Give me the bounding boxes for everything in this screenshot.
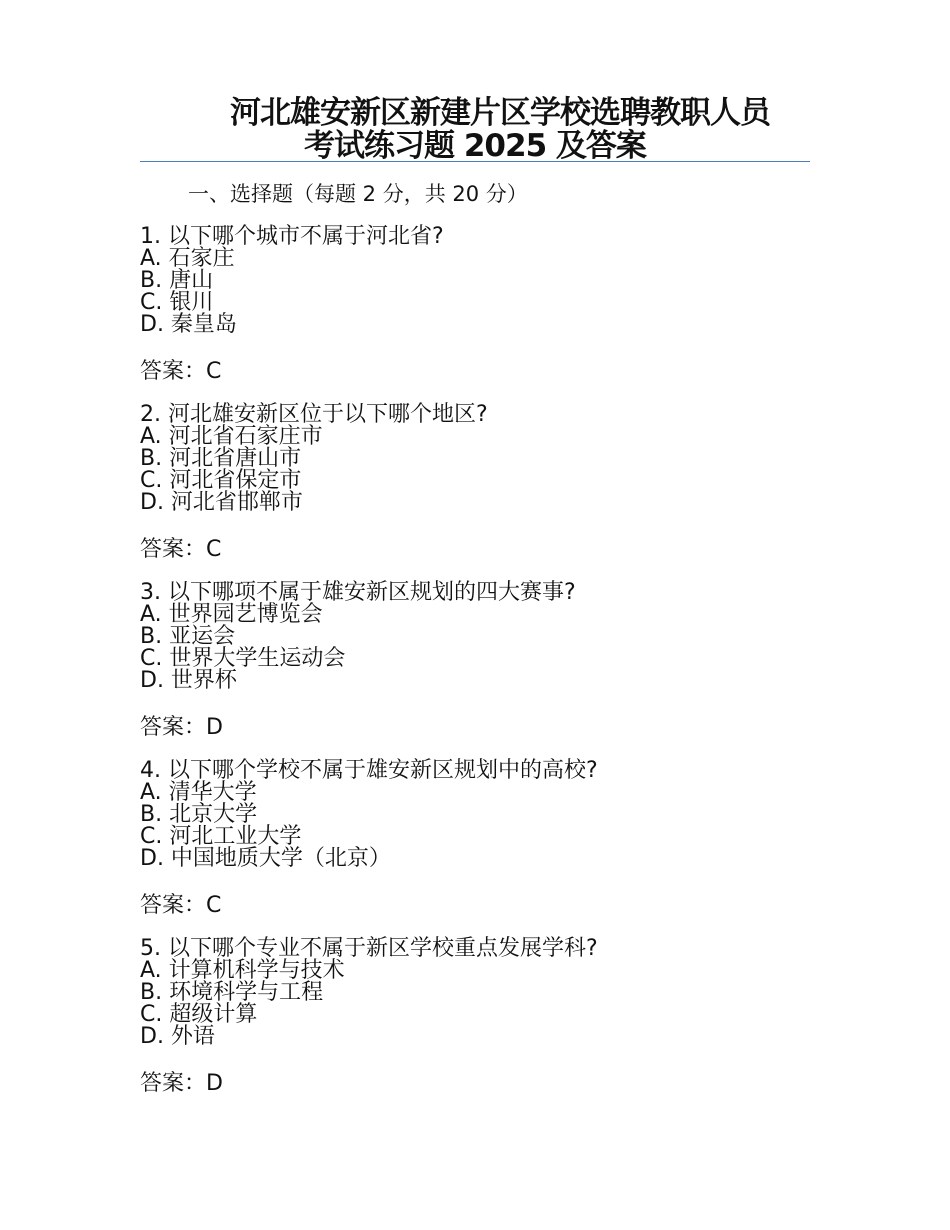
- option-a: A. 计算机科学与技术: [140, 958, 345, 983]
- option-b: B. 河北省唐山市: [140, 446, 302, 471]
- option-b: B. 环境科学与工程: [140, 980, 324, 1005]
- option-c: C. 世界大学生运动会: [140, 646, 346, 671]
- option-d: D. 外语: [140, 1024, 215, 1049]
- option-b: B. 亚运会: [140, 624, 236, 649]
- question-stem: 1. 以下哪个城市不属于河北省?: [140, 224, 444, 249]
- option-c: C. 银川: [140, 290, 214, 315]
- question-5: [140, 938, 800, 1096]
- title-line-2: 考试练习题 2025 及答案: [304, 128, 646, 164]
- option-c: C. 河北省保定市: [140, 468, 302, 493]
- option-d: D. 中国地质大学（北京）: [140, 846, 391, 871]
- option-c: C. 河北工业大学: [140, 824, 302, 849]
- question-3: [140, 582, 800, 740]
- option-d: D. 河北省邯郸市: [140, 490, 303, 515]
- answer-line: 答案：C: [140, 537, 222, 562]
- option-c: C. 超级计算: [140, 1002, 258, 1027]
- answer-line: 答案：D: [140, 1071, 223, 1096]
- option-a: A. 世界园艺博览会: [140, 602, 323, 627]
- answer-line: 答案：D: [140, 715, 223, 740]
- question-stem: 5. 以下哪个专业不属于新区学校重点发展学科?: [140, 936, 598, 961]
- question-stem: 3. 以下哪项不属于雄安新区规划的四大赛事?: [140, 580, 576, 605]
- title-underline: [140, 161, 810, 162]
- option-b: B. 北京大学: [140, 802, 258, 827]
- question-list: [140, 226, 800, 1116]
- document-title: [140, 95, 810, 164]
- answer-line: 答案：C: [140, 359, 222, 384]
- title-line-1: 河北雄安新区新建片区学校选聘教职人员: [230, 95, 770, 131]
- question-4: [140, 760, 800, 918]
- question-1: [140, 226, 800, 384]
- option-a: A. 河北省石家庄市: [140, 424, 323, 449]
- question-stem: 4. 以下哪个学校不属于雄安新区规划中的高校?: [140, 758, 598, 783]
- answer-line: 答案：C: [140, 893, 222, 918]
- option-d: D. 秦皇岛: [140, 312, 237, 337]
- option-d: D. 世界杯: [140, 668, 237, 693]
- section-heading: 一、选择题（每题 2 分，共 20 分）: [188, 182, 528, 206]
- option-a: A. 石家庄: [140, 246, 235, 271]
- question-stem: 2. 河北雄安新区位于以下哪个地区?: [140, 402, 488, 427]
- question-2: [140, 404, 800, 562]
- option-b: B. 唐山: [140, 268, 214, 293]
- option-a: A. 清华大学: [140, 780, 257, 805]
